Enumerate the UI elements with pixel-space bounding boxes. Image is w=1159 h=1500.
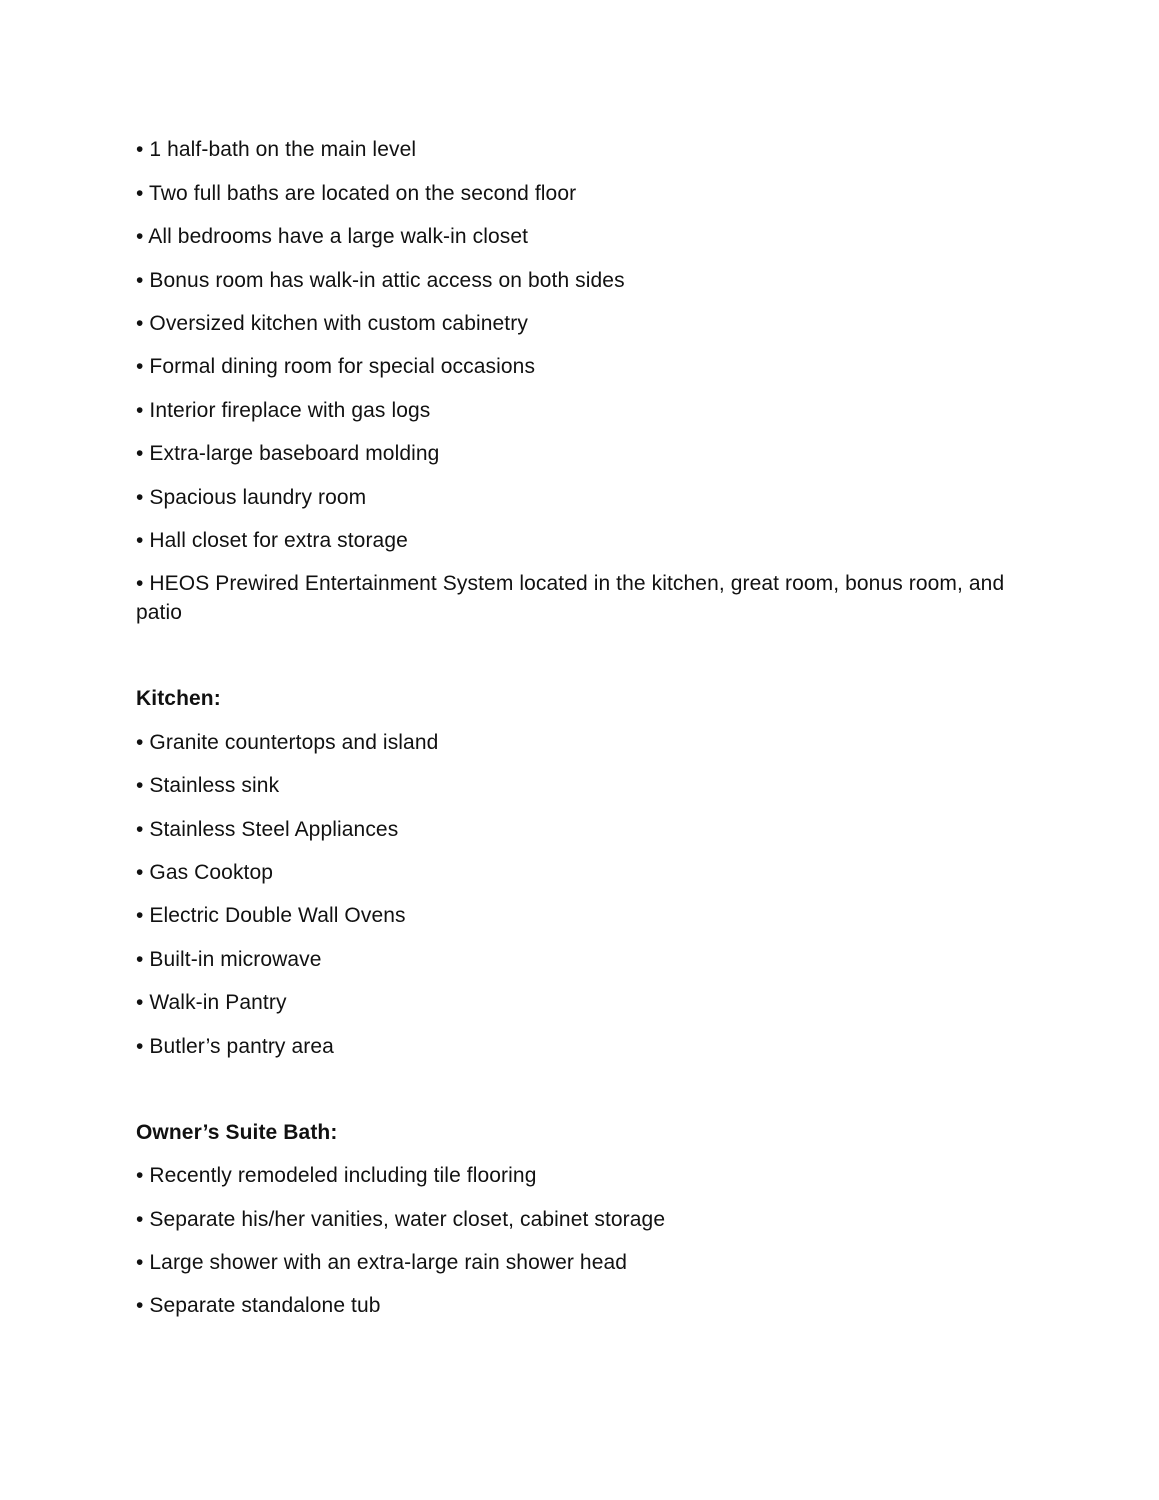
section-heading-kitchen: Kitchen: (136, 687, 221, 710)
list-item: • All bedrooms have a large walk-in closet (136, 225, 529, 248)
list-item: • Bonus room has walk-in attic access on both sides (136, 269, 625, 292)
list-item: • Recently remodeled including tile flooring (136, 1164, 537, 1187)
list-item: • Spacious laundry room (136, 486, 367, 509)
list-item: • Hall closet for extra storage (136, 529, 408, 552)
list-item: • 1 half-bath on the main level (136, 138, 417, 161)
list-item: • Walk-in Pantry (136, 991, 287, 1014)
list-item: • Separate his/her vanities, water closet, cabinet storage (136, 1208, 666, 1231)
list-item: • Butler’s pantry area (136, 1035, 334, 1058)
list-item: • Separate standalone tub (136, 1294, 381, 1317)
list-item: • Extra-large baseboard molding (136, 442, 440, 465)
list-item: • Electric Double Wall Ovens (136, 904, 406, 927)
list-item: • Formal dining room for special occasions (136, 355, 536, 378)
list-item: • Interior fireplace with gas logs (136, 399, 431, 422)
list-item: • Stainless sink (136, 774, 280, 797)
list-item: • Granite countertops and island (136, 731, 439, 754)
section-heading-owners-bath: Owner’s Suite Bath: (136, 1121, 338, 1144)
list-item: • Two full baths are located on the second floor (136, 182, 577, 205)
list-item: • Large shower with an extra-large rain shower head (136, 1251, 628, 1274)
list-item: • Built-in microwave (136, 948, 322, 971)
list-item: • HEOS Prewired Entertainment System located in the kitchen, great room, bonus room, and patio (136, 572, 1005, 624)
list-item: • Gas Cooktop (136, 861, 274, 884)
list-item: • Oversized kitchen with custom cabinetry (136, 312, 528, 335)
list-item: • Stainless Steel Appliances (136, 818, 399, 841)
